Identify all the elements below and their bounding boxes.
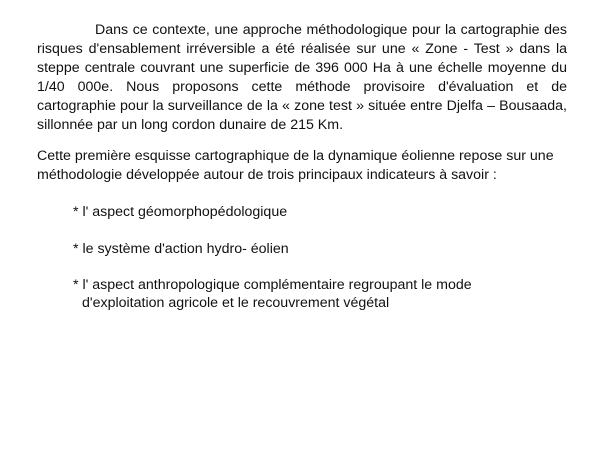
bullet-geomorphopedology: * l' aspect géomorphopédologique <box>73 204 288 220</box>
paragraph-methodology: Cette première esquisse cartographique de la dynamique éolienne repose sur une méthodologie développée autour de trois principaux indicateurs à savoir : <box>37 148 554 183</box>
bullet-anthropology: * l' aspect anthropologique complémentaire regroupant le mode <box>73 277 472 293</box>
paragraph-context: Dans ce contexte, une approche méthodologique pour la cartographie des risques d'ensablement irréversible a été réalisée sur une « Zone - Test » dans la steppe centrale couvrant une superficie de 396 000 Ha à une échelle moyenne du 1/40 000e. Nous proposons cette méthode provisoire d'évaluation et de cartographie pour la surveillance de la « zone test » située entre Djelfa – Bousaada, sillonnée par un long cordon dunaire de 215 Km. <box>37 22 567 133</box>
bullet-hydro-eolian-system: * le système d'action hydro- éolien <box>73 241 289 257</box>
bullet-anthropology-continuation: d'exploitation agricole et le recouvrement végétal <box>82 295 390 311</box>
